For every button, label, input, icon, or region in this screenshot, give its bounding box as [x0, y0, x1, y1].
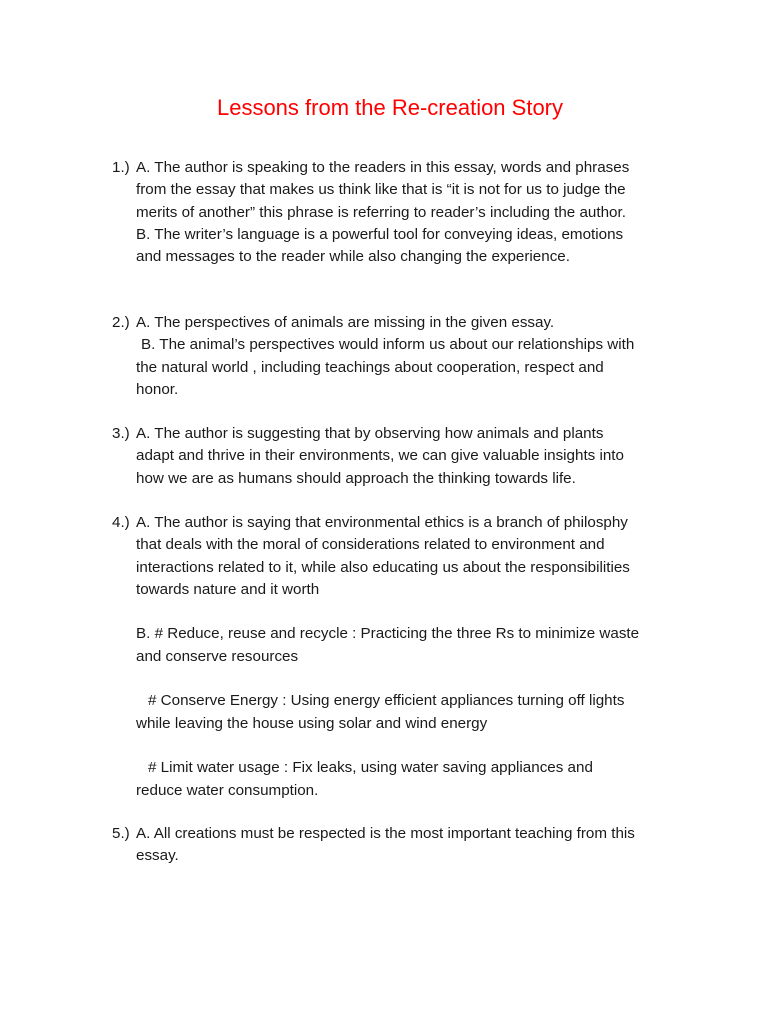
paragraph-gap [112, 601, 672, 623]
answer-item-4 [112, 512, 672, 802]
paragraph-gap [112, 735, 672, 757]
answer-item-3 [112, 423, 672, 490]
answer-item-1 [112, 157, 672, 268]
item-line: reduce water consumption. [136, 781, 319, 799]
item-number: 2.) [112, 314, 130, 331]
item-line: that deals with the moral of considerations related to environment and [136, 536, 605, 554]
item-line: A. The author is saying that environmental ethics is a branch of philosphy [136, 514, 628, 531]
answer-item-2 [112, 312, 672, 401]
document-title: Lessons from the Re-creation Story [216, 95, 564, 120]
item-line: A. The author is speaking to the readers in this essay, words and phrases [136, 159, 630, 176]
item-line: interactions related to it, while also educating us about the responsibilities [136, 558, 630, 576]
item-line: A. The perspectives of animals are missing in the given essay. [136, 314, 555, 331]
item-line: and conserve resources [136, 647, 299, 665]
item-number: 4.) [112, 514, 130, 531]
item-number: 1.) [112, 159, 130, 176]
item-line: # Conserve Energy : Using energy efficient appliances turning off lights [148, 692, 625, 710]
item-line: how we are as humans should approach the thinking towards life. [136, 469, 576, 487]
item-line: the natural world , including teachings about cooperation, respect and [136, 358, 604, 376]
item-line: essay. [136, 847, 179, 865]
answer-item-5 [112, 823, 672, 868]
item-line: adapt and thrive in their environments, we can give valuable insights into [136, 447, 624, 465]
item-line: while leaving the house using solar and wind energy [136, 714, 488, 732]
item-line: merits of another” this phrase is referring to reader’s including the author. [136, 203, 626, 221]
item-line: A. The author is suggesting that by observing how animals and plants [136, 425, 604, 442]
item-line: A. All creations must be respected is the most important teaching from this [136, 825, 635, 842]
item-number: 5.) [112, 825, 130, 842]
item-line: honor. [136, 380, 179, 398]
item-number: 3.) [112, 425, 130, 442]
item-line: # Limit water usage : Fix leaks, using water saving appliances and [148, 759, 593, 777]
item-line: B. # Reduce, reuse and recycle : Practicing the three Rs to minimize waste [136, 625, 640, 643]
item-line: towards nature and it worth [136, 580, 320, 598]
paragraph-gap [112, 668, 672, 690]
item-line: B. The animal’s perspectives would inform us about our relationships with [141, 336, 635, 354]
item-line: from the essay that makes us think like that is “it is not for us to judge the [136, 181, 626, 199]
item-line: B. The writer’s language is a powerful tool for conveying ideas, emotions [136, 225, 624, 243]
item-line: and messages to the reader while also changing the experience. [136, 248, 570, 266]
